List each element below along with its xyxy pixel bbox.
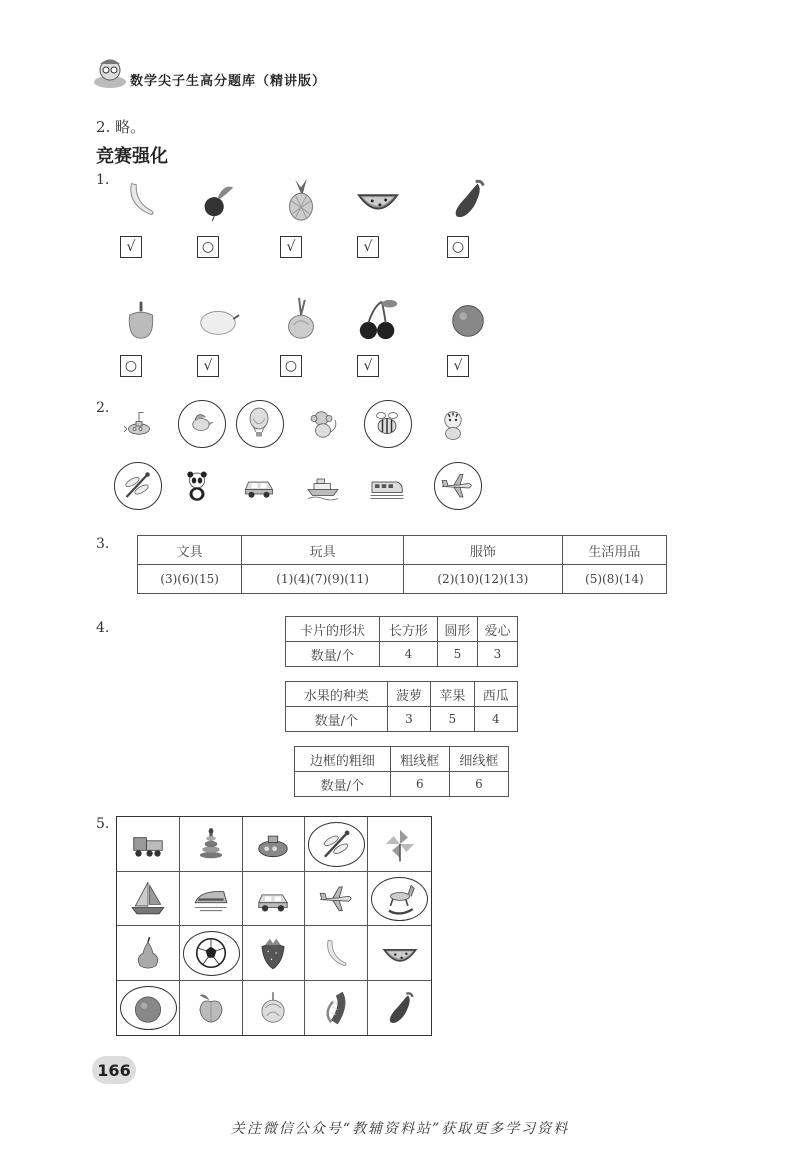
grid-cell <box>368 872 431 927</box>
answer-mark-box: ○ <box>120 355 142 377</box>
table-cell: 6 <box>390 772 449 797</box>
pineapple-icon <box>278 176 324 222</box>
page-number: 166 <box>92 1056 136 1084</box>
grid-cell <box>243 926 306 981</box>
table-header: 玩具 <box>242 536 404 565</box>
table-header: 卡片的形状 <box>286 617 380 642</box>
grid-cell <box>180 817 243 872</box>
table-cell: 3 <box>477 642 517 667</box>
shape-count-table <box>285 616 518 667</box>
footer-note: 关注微信公众号“教辅资料站”获取更多学习资料 <box>230 1121 570 1137</box>
question-2-number: 2. <box>96 400 110 416</box>
banana-icon <box>317 934 355 972</box>
table-header: 细线框 <box>449 747 508 772</box>
panda-icon <box>179 467 215 503</box>
tiger-icon <box>435 405 471 441</box>
table-cell: (1)(4)(7)(9)(11) <box>242 565 404 594</box>
grid-cell <box>117 872 180 927</box>
ship-icon <box>305 467 341 503</box>
table-cell: (3)(6)(15) <box>138 565 242 594</box>
table-cell: (5)(8)(14) <box>562 565 666 594</box>
cherry-icon <box>355 296 401 342</box>
table-header: 边框的粗细 <box>295 747 391 772</box>
cabbage-icon <box>254 989 292 1027</box>
orange-icon <box>445 296 491 342</box>
watermelon-icon <box>355 176 401 222</box>
table-header: 菠萝 <box>387 682 430 707</box>
lemon-icon <box>195 296 241 342</box>
bird-icon <box>183 405 219 441</box>
eggplant-icon <box>381 989 419 1027</box>
peach-icon <box>192 989 230 1027</box>
grid-cell <box>368 817 431 872</box>
answer-mark-box: √ <box>357 355 379 377</box>
monkey-icon <box>305 405 341 441</box>
grid-cell <box>180 926 243 981</box>
bullet-train-icon <box>192 879 230 917</box>
strawberry-icon <box>254 934 292 972</box>
watermelon-icon <box>381 934 419 972</box>
dragonfly-icon <box>119 467 155 503</box>
grid-cell <box>305 981 368 1036</box>
table-cell: 数量/个 <box>286 707 388 732</box>
grid-cell <box>243 817 306 872</box>
answer-mark-box: √ <box>280 236 302 258</box>
grid-cell <box>305 872 368 927</box>
grid-cell <box>368 981 431 1036</box>
table-header: 服饰 <box>403 536 562 565</box>
mascot-icon <box>92 55 128 95</box>
airplane-icon <box>317 879 355 917</box>
table-header: 爱心 <box>477 617 517 642</box>
section-title: 竞赛强化 <box>96 146 168 167</box>
submarine-icon <box>121 405 157 441</box>
answer-mark-box: √ <box>357 236 379 258</box>
train-icon <box>369 467 405 503</box>
toy-train-icon <box>129 825 167 863</box>
eggplant-icon <box>445 176 491 222</box>
bee-icon <box>369 405 405 441</box>
classification-table <box>137 535 667 594</box>
orange-icon <box>129 989 167 1027</box>
table-header: 长方形 <box>379 617 437 642</box>
pinwheel-icon <box>381 825 419 863</box>
table-cell: 5 <box>431 707 474 732</box>
question-5-number: 5. <box>96 816 110 832</box>
table-header: 苹果 <box>431 682 474 707</box>
grid-cell <box>243 981 306 1036</box>
answer-mark-box: ○ <box>197 236 219 258</box>
table-header: 西瓜 <box>474 682 517 707</box>
banana-icon <box>118 176 164 222</box>
grid-cell <box>117 817 180 872</box>
table-cell: 数量/个 <box>286 642 380 667</box>
answer-mark-box: √ <box>120 236 142 258</box>
rocking-horse-icon <box>381 879 419 917</box>
table-header: 文具 <box>138 536 242 565</box>
toy-submarine-icon <box>254 825 292 863</box>
border-count-table <box>294 746 509 797</box>
table-cell: 4 <box>474 707 517 732</box>
grid-cell <box>243 872 306 927</box>
onion-icon <box>278 296 324 342</box>
question-1-number: 1. <box>96 172 110 188</box>
table-cell: 数量/个 <box>295 772 391 797</box>
table-cell: (2)(10)(12)(13) <box>403 565 562 594</box>
grid-cell <box>305 926 368 981</box>
table-cell: 6 <box>449 772 508 797</box>
grid-cell <box>368 926 431 981</box>
hot-air-balloon-icon <box>241 405 277 441</box>
car-icon <box>241 467 277 503</box>
table-cell: 5 <box>437 642 477 667</box>
grid-cell <box>117 926 180 981</box>
radish-icon <box>195 176 241 222</box>
table-cell: 3 <box>387 707 430 732</box>
soccer-ball-icon <box>192 934 230 972</box>
answer-mark-box: ○ <box>447 236 469 258</box>
question-4-number: 4. <box>96 620 110 636</box>
sailboat-icon <box>129 879 167 917</box>
stacking-rings-icon <box>192 825 230 863</box>
answer-mark-box: √ <box>197 355 219 377</box>
table-header: 粗线框 <box>390 747 449 772</box>
table-header: 圆形 <box>437 617 477 642</box>
pepper-icon <box>118 296 164 342</box>
grid-cell <box>117 981 180 1036</box>
dragonfly-icon <box>317 825 355 863</box>
question-3-number: 3. <box>96 536 110 552</box>
corn-icon <box>317 989 355 1027</box>
table-cell: 4 <box>379 642 437 667</box>
answer-mark-box: ○ <box>280 355 302 377</box>
table-header: 生活用品 <box>562 536 666 565</box>
pear-icon <box>129 934 167 972</box>
picture-grid <box>116 816 432 1036</box>
table-header: 水果的种类 <box>286 682 388 707</box>
grid-cell <box>180 872 243 927</box>
grid-cell <box>305 817 368 872</box>
car-icon <box>254 879 292 917</box>
airplane-icon <box>439 467 475 503</box>
fruit-count-table <box>285 681 518 732</box>
answer-note: 2. 略。 <box>96 118 146 136</box>
answer-mark-box: √ <box>447 355 469 377</box>
grid-cell <box>180 981 243 1036</box>
header-title: 数学尖子生高分题库（精讲版） <box>130 74 327 89</box>
